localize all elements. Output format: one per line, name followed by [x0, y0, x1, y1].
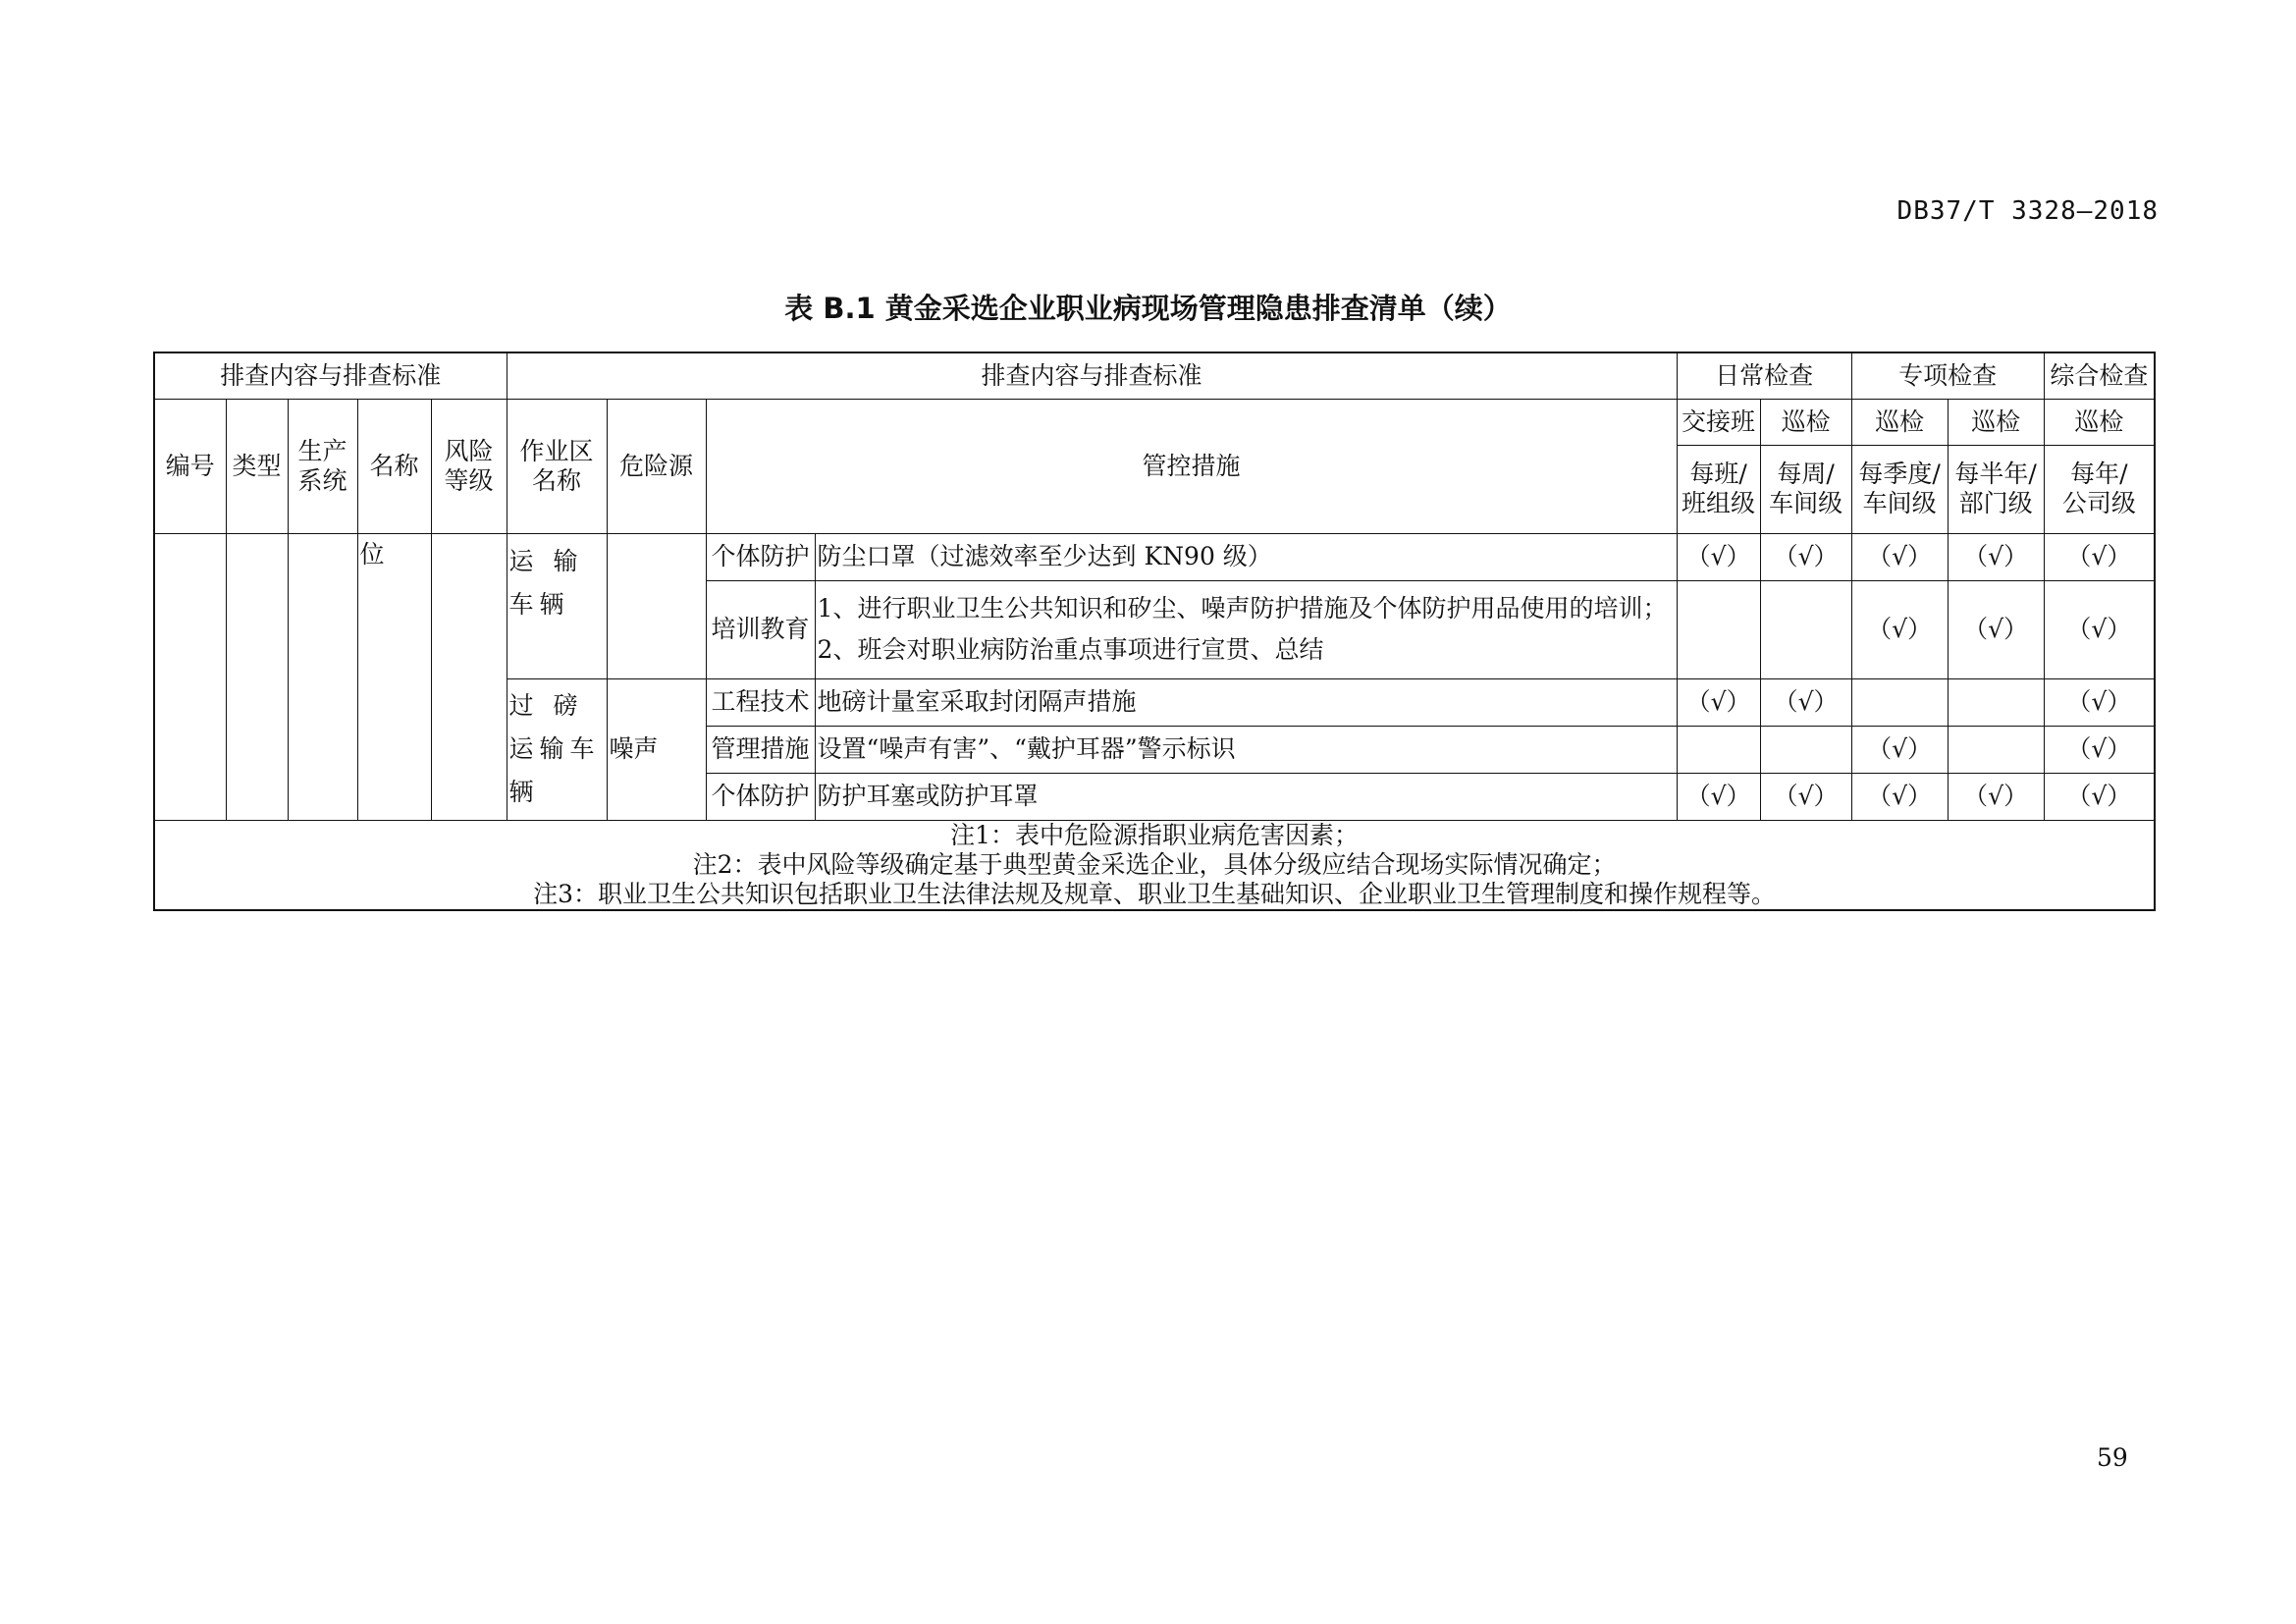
- check-mark: （√）: [1760, 678, 1851, 726]
- check-mark: （√）: [1948, 533, 2044, 580]
- cell-zone-1: 运 输 车辆: [507, 533, 607, 678]
- col-hazard-header: 危险源: [607, 399, 706, 533]
- check-mark: （√）: [1851, 533, 1948, 580]
- row-category: 管理措施: [706, 726, 815, 773]
- col-measures-header: 管控措施: [706, 399, 1677, 533]
- note-3: 注3：职业卫生公共知识包括职业卫生法律法规及规章、职业卫生基础知识、企业职业卫生管理制度和操作规程等。: [533, 879, 1776, 908]
- check-mark: （√）: [1851, 580, 1948, 678]
- check-mark: [1851, 678, 1948, 726]
- cell-hazard-2: 噪声: [607, 678, 706, 820]
- header-type-row: [154, 399, 2155, 445]
- check-mark: （√）: [2044, 726, 2155, 773]
- daily-check-header: 日常检查: [1677, 352, 1851, 399]
- note-1: 注1：表中危险源指职业病危害因素；: [950, 820, 1359, 849]
- check-mark: （√）: [2044, 580, 2155, 678]
- check-mark: [1948, 678, 2044, 726]
- check-mark: （√）: [1677, 533, 1760, 580]
- check-mark: （√）: [1948, 580, 2044, 678]
- check-mark: （√）: [2044, 773, 2155, 820]
- table-title: 表 B.1 黄金采选企业职业病现场管理隐患排查清单（续）: [784, 292, 1512, 325]
- patrol-header-2: 巡检: [1851, 399, 1948, 445]
- special-check-header: 专项检查: [1851, 352, 2044, 399]
- group-left-header: 排查内容与排查标准: [154, 352, 507, 399]
- col-risk-header: 风险等级: [431, 399, 507, 533]
- row-category: 个体防护: [706, 773, 815, 820]
- check-mark: （√）: [1851, 773, 1948, 820]
- check-mark: （√）: [1760, 533, 1851, 580]
- row-measure: 防护耳塞或防护耳罩: [815, 773, 1677, 820]
- table-notes: [154, 820, 2155, 910]
- patrol-header-4: 巡检: [2044, 399, 2155, 445]
- freq-quarter: 每季度/ 车间级: [1851, 445, 1948, 533]
- check-mark: （√）: [1677, 678, 1760, 726]
- check-mark: [1948, 726, 2044, 773]
- col-zone-header: 作业区名称: [507, 399, 607, 533]
- freq-half-year: 每半年/ 部门级: [1948, 445, 2044, 533]
- check-mark: [1677, 580, 1760, 678]
- check-mark: [1760, 726, 1851, 773]
- note-2: 注2：表中风险等级确定基于典型黄金采选企业，具体分级应结合现场实际情况确定；: [692, 849, 1617, 879]
- row-category: 工程技术: [706, 678, 815, 726]
- col-type-header: 类型: [226, 399, 288, 533]
- inspection-table: [153, 352, 2156, 911]
- col-name-header: 名称: [357, 399, 431, 533]
- check-mark: [1760, 580, 1851, 678]
- cell-risk: [431, 533, 507, 820]
- row-measure: 地磅计量室采取封闭隔声措施: [815, 678, 1677, 726]
- check-mark: （√）: [1760, 773, 1851, 820]
- col-id-header: 编号: [154, 399, 226, 533]
- row-measure: 防尘口罩（过滤效率至少达到 KN90 级）: [815, 533, 1677, 580]
- notes-row: [154, 820, 2155, 910]
- page-number: 59: [2097, 1443, 2128, 1472]
- table-row: [154, 533, 2155, 580]
- cell-name: 位: [357, 533, 431, 820]
- row-measure: 1、进行职业卫生公共知识和矽尘、噪声防护措施及个体防护用品使用的培训； 2、班会对职业病防治重点事项进行宣贯、总结: [815, 580, 1677, 678]
- freq-week: 每周/ 车间级: [1760, 445, 1851, 533]
- check-mark: （√）: [2044, 678, 2155, 726]
- shift-handover-header: 交接班: [1677, 399, 1760, 445]
- comprehensive-check-header: 综合检查: [2044, 352, 2155, 399]
- col-system-header: 生产系统: [288, 399, 357, 533]
- cell-hazard-1: [607, 533, 706, 678]
- patrol-header-1: 巡检: [1760, 399, 1851, 445]
- check-mark: （√）: [2044, 533, 2155, 580]
- header-group-row: [154, 352, 2155, 399]
- check-mark: （√）: [1677, 773, 1760, 820]
- cell-system: [288, 533, 357, 820]
- freq-shift: 每班/ 班组级: [1677, 445, 1760, 533]
- standard-code: DB37/T 3328—2018: [1896, 196, 2159, 226]
- row-category: 培训教育: [706, 580, 815, 678]
- row-category: 个体防护: [706, 533, 815, 580]
- row-measure: 设置“噪声有害”、“戴护耳器”警示标识: [815, 726, 1677, 773]
- patrol-header-3: 巡检: [1948, 399, 2044, 445]
- check-mark: [1677, 726, 1760, 773]
- cell-id: [154, 533, 226, 820]
- check-mark: （√）: [1851, 726, 1948, 773]
- cell-zone-2: 过 磅 运输车辆: [507, 678, 607, 820]
- cell-type: [226, 533, 288, 820]
- check-mark: （√）: [1948, 773, 2044, 820]
- freq-year: 每年/ 公司级: [2044, 445, 2155, 533]
- group-mid-header: 排查内容与排查标准: [507, 352, 1677, 399]
